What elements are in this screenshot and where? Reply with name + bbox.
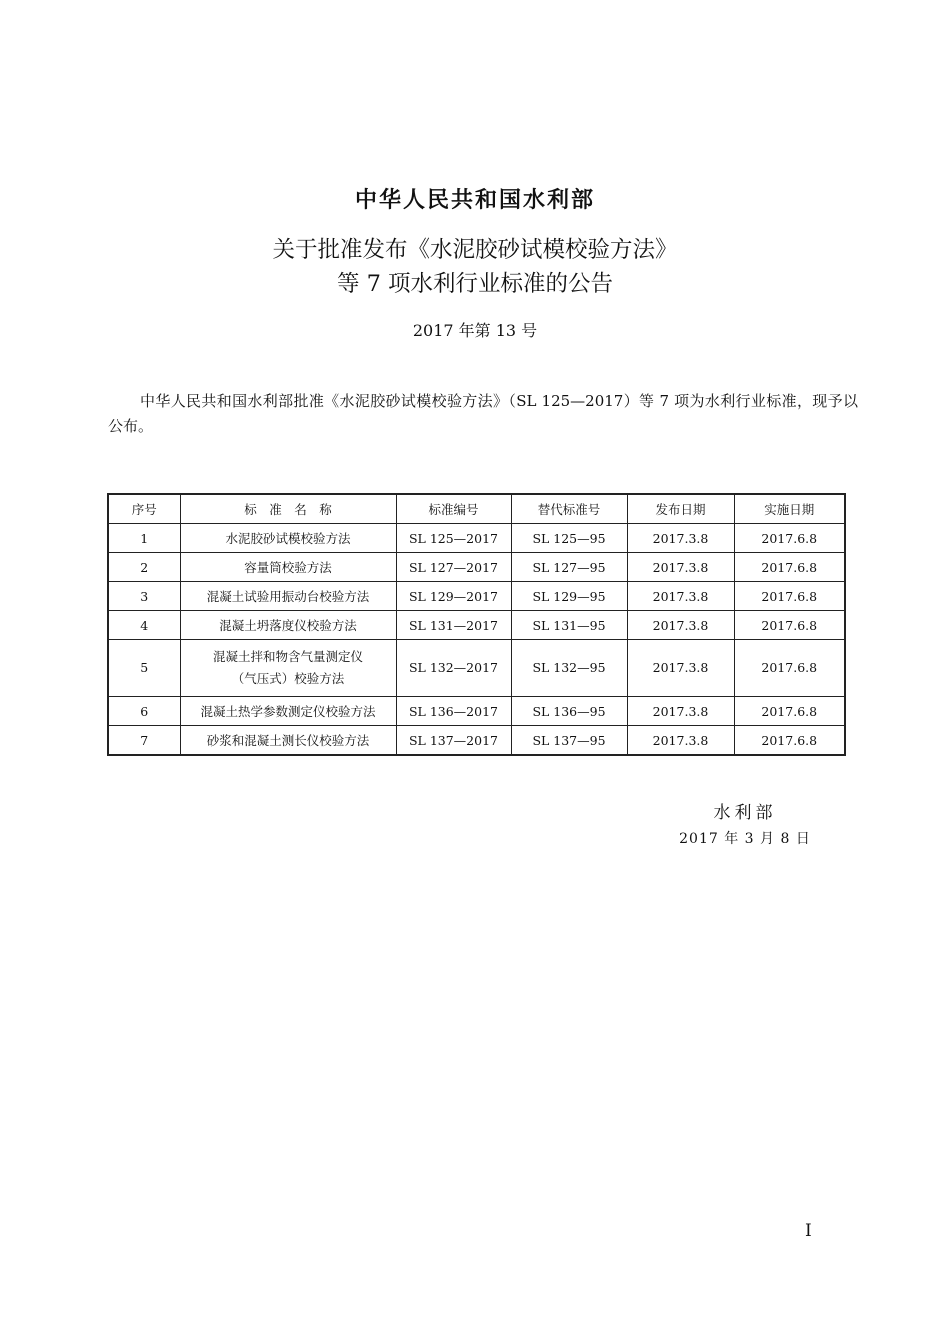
cell-replaces: SL 132—95 xyxy=(511,640,627,697)
cell-replaces: SL 125—95 xyxy=(511,524,627,553)
cell-replaces: SL 127—95 xyxy=(511,553,627,582)
table-row xyxy=(108,582,845,611)
standards-table xyxy=(107,493,846,756)
col-header-code: 标准编号 xyxy=(396,494,511,524)
cell-code: SL 132—2017 xyxy=(396,640,511,697)
cell-effective: 2017.6.8 xyxy=(734,697,845,726)
cell-replaces: SL 129—95 xyxy=(511,582,627,611)
cell-no: 2 xyxy=(108,553,180,582)
cell-effective: 2017.6.8 xyxy=(734,553,845,582)
cell-name: 水泥胶砂试模校验方法 xyxy=(180,524,396,553)
cell-effective: 2017.6.8 xyxy=(734,611,845,640)
cell-code: SL 136—2017 xyxy=(396,697,511,726)
cell-no: 7 xyxy=(108,726,180,756)
cell-name: 混凝土试验用振动台校验方法 xyxy=(180,582,396,611)
cell-no: 4 xyxy=(108,611,180,640)
cell-code: SL 125—2017 xyxy=(396,524,511,553)
cell-name: 混凝土坍落度仪校验方法 xyxy=(180,611,396,640)
cell-name-line-1: 混凝土拌和物含气量测定仪 xyxy=(212,649,363,664)
cell-name: 容量筒校验方法 xyxy=(180,553,396,582)
document-number: 2017 年第 13 号 xyxy=(412,321,538,340)
table-row xyxy=(108,726,845,756)
cell-published: 2017.3.8 xyxy=(627,524,734,553)
page-number: I xyxy=(805,1221,812,1241)
cell-no: 5 xyxy=(108,640,180,697)
cell-no: 6 xyxy=(108,697,180,726)
cell-published: 2017.3.8 xyxy=(627,697,734,726)
col-header-published: 发布日期 xyxy=(627,494,734,524)
cell-effective: 2017.6.8 xyxy=(734,640,845,697)
announcement-title xyxy=(0,233,950,301)
cell-name-line-2: （气压式）校验方法 xyxy=(231,671,345,686)
col-header-name: 标 准 名 称 xyxy=(180,494,396,524)
col-header-replaces: 替代标准号 xyxy=(511,494,627,524)
cell-no: 1 xyxy=(108,524,180,553)
signature-organization: 水利部 xyxy=(713,803,777,823)
cell-effective: 2017.6.8 xyxy=(734,582,845,611)
cell-code: SL 131—2017 xyxy=(396,611,511,640)
announcement-body: 中华人民共和国水利部批准《水泥胶砂试模校验方法》（SL 125—2017）等 7 项为水利行业标准，现予以公布。 xyxy=(108,392,858,435)
cell-effective: 2017.6.8 xyxy=(734,726,845,756)
title-line-1: 关于批准发布《水泥胶砂试模校验方法》 xyxy=(272,237,678,263)
table-row xyxy=(108,553,845,582)
table-row xyxy=(108,611,845,640)
cell-published: 2017.3.8 xyxy=(627,726,734,756)
cell-replaces: SL 136—95 xyxy=(511,697,627,726)
cell-effective: 2017.6.8 xyxy=(734,524,845,553)
cell-replaces: SL 131—95 xyxy=(511,611,627,640)
cell-name: 砂浆和混凝土测长仪校验方法 xyxy=(180,726,396,756)
cell-name: 混凝土热学参数测定仪校验方法 xyxy=(180,697,396,726)
table-row xyxy=(108,640,845,697)
cell-code: SL 127—2017 xyxy=(396,553,511,582)
cell-published: 2017.3.8 xyxy=(627,640,734,697)
title-line-2: 等 7 项水利行业标准的公告 xyxy=(336,271,614,297)
cell-name xyxy=(180,640,396,697)
col-header-effective: 实施日期 xyxy=(734,494,845,524)
cell-published: 2017.3.8 xyxy=(627,611,734,640)
issuing-ministry: 中华人民共和国水利部 xyxy=(354,187,595,213)
cell-code: SL 129—2017 xyxy=(396,582,511,611)
cell-replaces: SL 137—95 xyxy=(511,726,627,756)
table-row xyxy=(108,524,845,553)
table-row xyxy=(108,697,845,726)
signature-date: 2017 年 3 月 8 日 xyxy=(679,831,811,847)
cell-published: 2017.3.8 xyxy=(627,553,734,582)
cell-published: 2017.3.8 xyxy=(627,582,734,611)
col-header-no: 序号 xyxy=(108,494,180,524)
cell-code: SL 137—2017 xyxy=(396,726,511,756)
table-header-row xyxy=(108,494,845,524)
cell-no: 3 xyxy=(108,582,180,611)
